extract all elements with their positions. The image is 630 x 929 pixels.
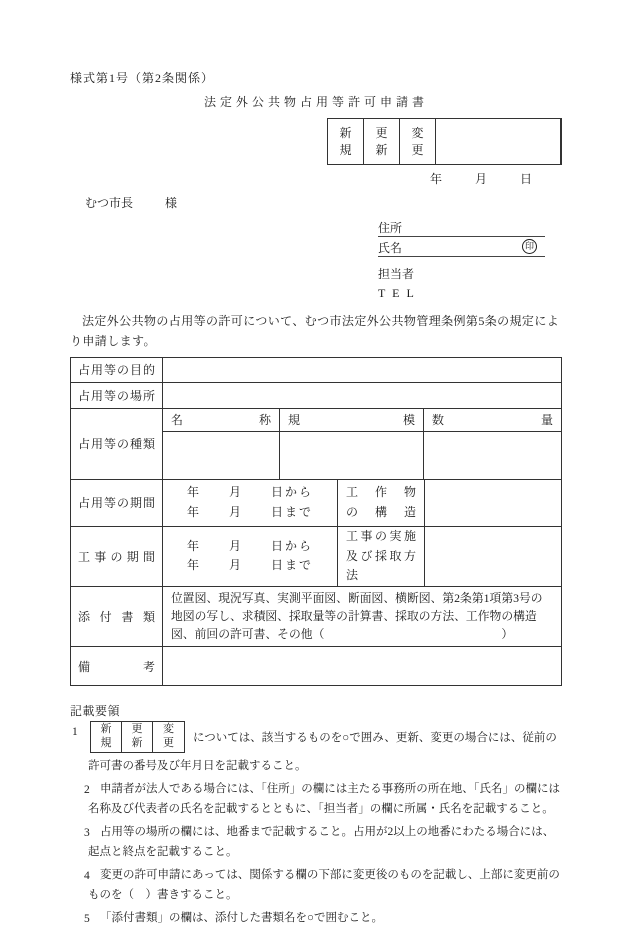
- remarks-label: 備考: [78, 659, 155, 674]
- note-1-number: 1: [72, 726, 78, 739]
- type-quantity-field[interactable]: [424, 432, 561, 479]
- note-5-number: 5: [84, 912, 90, 925]
- occupation-period-label: 占用等の期間: [78, 496, 155, 511]
- notes-section: [70, 702, 562, 928]
- application-type-renew-label: 更新: [375, 126, 388, 157]
- type-label-cell: [71, 409, 163, 479]
- type-name-field[interactable]: [163, 432, 279, 479]
- application-date-line: 年 月 日: [429, 172, 535, 186]
- work-period-from: 年 月 日から: [186, 538, 313, 553]
- name-row: [378, 237, 545, 257]
- attachments-row: [71, 587, 561, 647]
- note-3-number: 3: [84, 826, 90, 839]
- note-4-text: 変更の許可申請にあっては、関係する欄の下部に変更後のものを記載し、上部に変更前のものを（ ）書きすること。: [88, 868, 560, 902]
- note-1-type-new: [91, 722, 122, 752]
- type-quantity-column: [424, 409, 561, 479]
- note-item-1: [70, 721, 562, 776]
- application-type-box: [327, 118, 562, 165]
- remarks-field[interactable]: [163, 647, 561, 685]
- work-period-to: 年 月 日まで: [186, 558, 313, 573]
- location-label-cell: [71, 383, 163, 408]
- page-title: 法定外公共物占用等許可申請書: [203, 95, 428, 109]
- remarks-row: [71, 647, 561, 685]
- purpose-label-cell: [71, 358, 163, 382]
- staff-row: [378, 260, 545, 282]
- application-type-renew[interactable]: [364, 119, 400, 164]
- structure-label-line2: の構造: [346, 504, 416, 519]
- application-table: [70, 357, 562, 686]
- note-1-type-change-label: 変更: [163, 723, 174, 750]
- method-label-cell: [338, 527, 425, 586]
- note-1-type-change: [153, 722, 184, 752]
- occupation-period-from: 年 月 日から: [186, 484, 313, 499]
- type-name-header-cell: [163, 409, 279, 432]
- note-5-text: 「添付書類」の欄は、添付した書類名を○で囲むこと。: [100, 911, 383, 924]
- method-label-line2: 及び採取方法: [346, 548, 416, 583]
- application-type-new-label: 新規: [339, 126, 352, 157]
- note-1-type-renew-label: 更新: [131, 723, 143, 750]
- note-item-3: [70, 822, 562, 863]
- note-item-5: [70, 908, 562, 928]
- form-number: 様式第1号（第2条関係）: [70, 71, 215, 85]
- purpose-label: 占用等の目的: [78, 363, 155, 378]
- note-4-number: 4: [84, 869, 90, 882]
- structure-label-cell: [338, 480, 425, 526]
- occupation-period-dates[interactable]: [163, 480, 338, 526]
- addressee-line: [85, 194, 562, 211]
- type-columns: [163, 409, 561, 479]
- name-label: 氏名: [378, 241, 403, 255]
- occupation-period-to: 年 月 日まで: [186, 504, 313, 519]
- type-name-header: 名称: [171, 412, 271, 427]
- seal-icon: 印: [522, 239, 537, 254]
- note-2-text: 申請者が法人である場合には、「住所」の欄には主たる事務所の所在地、「氏名」の欄には名称及び代表者の氏名を記載するとともに、「担当者」の欄に所属・氏名を記載すること。: [88, 782, 560, 816]
- note-item-4: [70, 865, 562, 906]
- purpose-row: [71, 358, 561, 383]
- note-1-type-renew: [122, 722, 153, 752]
- attachments-label: 添付書類: [78, 610, 155, 625]
- applicant-block: [378, 217, 545, 301]
- address-row: [378, 217, 545, 237]
- type-label: 占用等の種類: [78, 437, 155, 452]
- remarks-label-cell: [71, 647, 163, 685]
- location-row: [71, 383, 561, 409]
- type-quantity-header-cell: [424, 409, 561, 432]
- note-1-text: については、該当するものを○で囲み、更新、変更の場合には、従前の許可書の番号及び年月日を記載すること。: [88, 732, 557, 773]
- type-row: [71, 409, 561, 480]
- tel-row: [378, 282, 545, 301]
- attachments-label-cell: [71, 587, 163, 646]
- notes-heading: 記載要領: [70, 704, 121, 719]
- work-period-dates[interactable]: [163, 527, 338, 586]
- staff-label: 担当者: [378, 267, 415, 281]
- intro-paragraph: 法定外公共物の占用等の許可について、むつ市法定外公共物管理条例第5条の規定により申請します。: [70, 314, 560, 349]
- location-label: 占用等の場所: [78, 388, 155, 403]
- application-type-new[interactable]: [328, 119, 364, 164]
- note-item-2: [70, 779, 562, 820]
- work-period-label: 工事の期間: [78, 549, 155, 564]
- method-label-line1: 工事の実施: [346, 528, 416, 543]
- occupation-period-row: [71, 480, 561, 527]
- type-scale-header: 規模: [288, 412, 415, 427]
- type-scale-column: [280, 409, 424, 479]
- application-type-change[interactable]: [400, 119, 436, 164]
- type-name-column: [163, 409, 280, 479]
- addressee-honorific: 様: [165, 196, 178, 210]
- location-field[interactable]: [163, 383, 561, 408]
- work-period-row: [71, 527, 561, 587]
- structure-field[interactable]: [425, 480, 561, 526]
- previous-permit-field[interactable]: [436, 119, 561, 164]
- type-scale-header-cell: [280, 409, 423, 432]
- tel-label: T E L: [378, 286, 416, 300]
- attachments-text: 位置図、現況写真、実測平面図、断面図、横断図、第2条第1項第3号の地図の写し、求積図、採取量等の計算書、採取の方法、工作物の構造図、前回の許可書、その他（ ）: [171, 591, 543, 641]
- note-1-type-new-label: 新規: [100, 723, 112, 750]
- type-scale-field[interactable]: [280, 432, 423, 479]
- note-1-type-box: [90, 721, 185, 753]
- occupation-period-label-cell: [71, 480, 163, 526]
- note-2-number: 2: [84, 783, 90, 796]
- application-type-change-label: 変更: [411, 126, 424, 157]
- method-field[interactable]: [425, 527, 561, 586]
- addressee-name: むつ市長: [85, 196, 134, 210]
- note-3-text: 占用等の場所の欄には、地番まで記載すること。占用が2以上の地番にわたる場合には、起点と終点を記載すること。: [88, 825, 555, 859]
- work-period-label-cell: [71, 527, 163, 586]
- address-label: 住所: [378, 221, 403, 235]
- purpose-field[interactable]: [163, 358, 561, 382]
- type-quantity-header: 数量: [432, 412, 553, 427]
- structure-label-line1: 工作物: [346, 484, 416, 499]
